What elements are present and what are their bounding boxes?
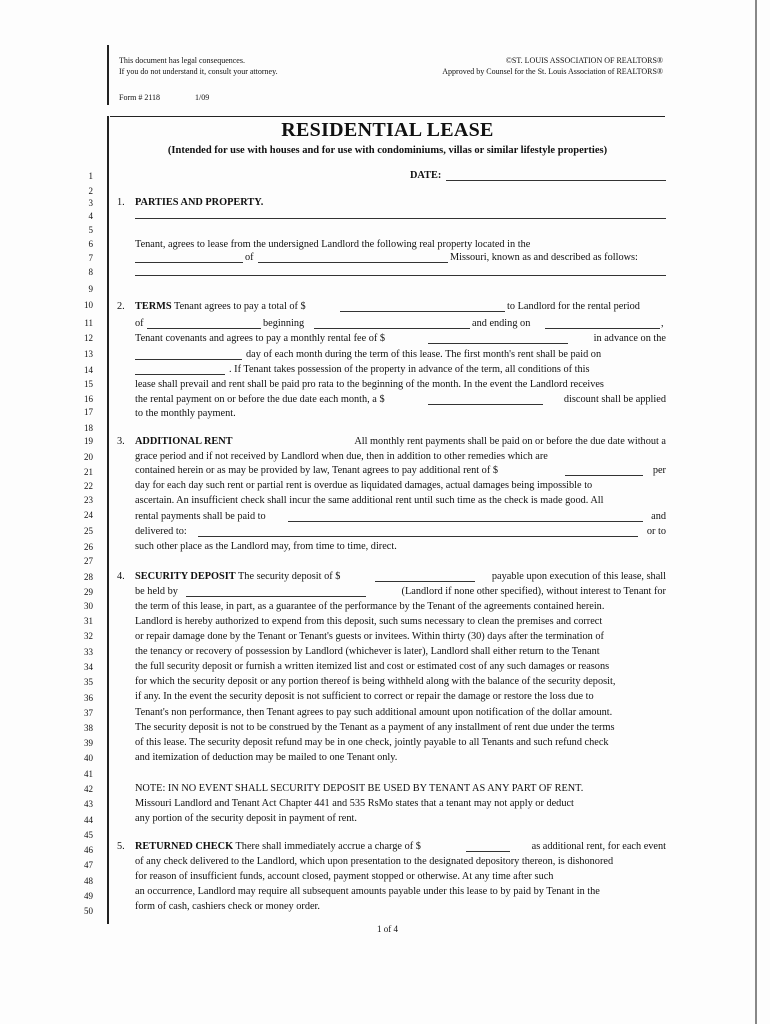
text-line: to the monthly payment. xyxy=(135,408,236,419)
city-field[interactable] xyxy=(258,262,448,263)
text-line: the term of this lease, in part, as a guarantee of the performance by the Tenant of the agreements contained herein. xyxy=(135,601,605,612)
line-number: 31 xyxy=(84,616,93,626)
text-line: Tenant, agrees to lease from the undersigned Landlord the following real property located in the xyxy=(135,239,531,250)
deposit-note: NOTE: IN NO EVENT SHALL SECURITY DEPOSIT BE USED BY TENANT AS ANY PART OF RENT. xyxy=(135,783,584,794)
legal-notice-1: This document has legal consequences. xyxy=(119,56,245,65)
section-heading: PARTIES AND PROPERTY. xyxy=(135,197,264,208)
line-number: 6 xyxy=(88,239,93,249)
text-line: Landlord is hereby authorized to expend from this deposit, such sums necessary to clean the premises and correct xyxy=(135,616,603,627)
line-number: 33 xyxy=(84,647,93,657)
text-fragment: RETURNED CHECK There shall immediately accrue a charge of $ xyxy=(135,841,421,852)
text-line: Missouri Landlord and Tenant Act Chapter 441 and 535 RsMo states that a tenant may not apply or deduct xyxy=(135,798,574,809)
line-number: 10 xyxy=(84,300,93,310)
line-number: 14 xyxy=(84,365,93,375)
line-number: 48 xyxy=(84,876,93,886)
line-number: 22 xyxy=(84,481,93,491)
text-line: the full security deposit or furnish a written itemized list and cost or estimated cost of any such damages or reasons xyxy=(135,661,610,672)
text-fragment: be held by xyxy=(135,586,178,597)
text-line: grace period and if not received by Landlord when due, then in addition to other remedies which are xyxy=(135,451,548,462)
date-field[interactable] xyxy=(446,180,666,181)
text-fragment: the rental payment on or before the due date each month, a $ xyxy=(135,394,385,405)
line-number: 15 xyxy=(84,379,93,389)
margin-rule-top xyxy=(107,45,109,105)
delivery-address-field[interactable] xyxy=(198,536,638,537)
line-number: 45 xyxy=(84,830,93,840)
line-number: 38 xyxy=(84,723,93,733)
line-number: 21 xyxy=(84,467,93,477)
text-line: an occurrence, Landlord may require all subsequent amounts payable under this lease to by paid by Tenant in the xyxy=(135,886,600,897)
deposit-amount-field[interactable] xyxy=(375,581,475,582)
date-label: DATE: xyxy=(410,170,442,181)
monthly-rent-field[interactable] xyxy=(428,343,568,344)
line-number: 16 xyxy=(84,394,93,404)
line-number: 2 xyxy=(88,186,93,196)
first-rent-date-field[interactable] xyxy=(135,374,225,375)
section-number: 1. xyxy=(117,197,125,208)
page-number: 1 of 4 xyxy=(377,924,398,934)
document-title: RESIDENTIAL LEASE xyxy=(281,119,494,141)
rental-period-field[interactable] xyxy=(147,328,261,329)
text-fragment: Tenant covenants and agrees to pay a monthly rental fee of $ xyxy=(135,333,386,344)
text-line: of this lease. The security deposit refund may be in one check, jointly payable to all Tenants and such refund check xyxy=(135,737,609,748)
text-fragment: (Landlord if none other specified), without interest to Tenant for xyxy=(401,586,666,597)
legal-notice-2: If you do not understand it, consult your attorney. xyxy=(119,67,278,76)
line-number: 24 xyxy=(84,510,93,520)
text-line: lease shall prevail and rent shall be paid pro rata to the beginning of the month. In the event the Landlord receives xyxy=(135,379,604,390)
line-number: 47 xyxy=(84,860,93,870)
line-number: 36 xyxy=(84,693,93,703)
text-line: Tenant's non performance, then Tenant agrees to pay such additional amount upon notification of the dollar amount. xyxy=(135,707,613,718)
line-number: 9 xyxy=(88,284,93,294)
line-number: 44 xyxy=(84,815,93,825)
ending-date-field[interactable] xyxy=(545,328,660,329)
line-number: 3 xyxy=(88,198,93,208)
section-heading: ADDITIONAL RENT xyxy=(135,436,233,447)
text-fragment: , xyxy=(661,318,664,329)
form-number: Form # 2118 xyxy=(119,93,161,102)
text-fragment: discount shall be applied xyxy=(563,394,666,405)
parties-field[interactable] xyxy=(135,218,666,219)
line-number: 32 xyxy=(84,631,93,641)
section-number: 2. xyxy=(117,301,125,312)
line-number: 35 xyxy=(84,677,93,687)
line-number: 13 xyxy=(84,349,93,359)
text-fragment: per xyxy=(652,465,666,476)
line-number: 49 xyxy=(84,891,93,901)
text-line: ascertain. An insufficient check shall incur the same additional rent until such time as the check is made good. All xyxy=(135,495,604,506)
section-number: 3. xyxy=(117,436,125,447)
page-edge xyxy=(755,0,757,1024)
text-line: for reason of insufficient funds, account closed, payment stopped or otherwise. At any time after such xyxy=(135,871,554,882)
text-line: if any. In the event the security deposit is not sufficient to correct or repair the damage or restore the loss due to xyxy=(135,691,594,702)
payee-field[interactable] xyxy=(288,521,643,522)
approval-line: Approved by Counsel for the St. Louis Association of REALTORS® xyxy=(442,67,663,76)
beginning-date-field[interactable] xyxy=(314,328,470,329)
text-line: or repair damage done by the Tenant or Tenant's guests or invitees. Within thirty (30) days after the termination of xyxy=(135,631,604,642)
text-fragment: Missouri, known as and described as follows: xyxy=(450,252,638,263)
line-number: 20 xyxy=(84,452,93,462)
text-fragment: of xyxy=(245,252,254,263)
line-number: 25 xyxy=(84,526,93,536)
text-line: such other place as the Landlord may, from time to time, direct. xyxy=(135,541,397,552)
form-date: 1/09 xyxy=(195,93,210,102)
property-description-field[interactable] xyxy=(135,275,666,276)
text-line: and itemization of deduction may be mailed to one Tenant only. xyxy=(135,752,398,763)
section-number: 4. xyxy=(117,571,125,582)
text-fragment: SECURITY DEPOSIT The security deposit of $ xyxy=(135,571,341,582)
line-number: 5 xyxy=(88,225,93,235)
line-number: 28 xyxy=(84,572,93,582)
line-number: 11 xyxy=(84,318,93,328)
line-number: 37 xyxy=(84,708,93,718)
text-fragment: and xyxy=(651,511,666,522)
text-line: day for each day such rent or partial rent is overdue as liquidated damages, actual damages being impossible to xyxy=(135,480,593,491)
line-number: 4 xyxy=(88,211,93,221)
line-number: 41 xyxy=(84,769,93,779)
text-line: for which the security deposit or any portion thereof is being withheld along with the balance of the security deposit, xyxy=(135,676,616,687)
text-fragment: of xyxy=(135,318,144,329)
line-number: 7 xyxy=(88,253,93,263)
text-fragment: TERMS Tenant agrees to pay a total of $ xyxy=(135,301,306,312)
line-number: 40 xyxy=(84,753,93,763)
text-fragment: payable upon execution of this lease, shall xyxy=(491,571,666,582)
line-number: 39 xyxy=(84,738,93,748)
deposit-holder-field[interactable] xyxy=(186,596,366,597)
document-subtitle: (Intended for use with houses and for use with condominiums, villas or similar lifestyle properties) xyxy=(167,145,608,156)
due-day-field[interactable] xyxy=(135,359,242,360)
returned-check-fee-field[interactable] xyxy=(466,851,510,852)
line-number: 29 xyxy=(84,587,93,597)
line-number: 26 xyxy=(84,542,93,552)
text-fragment: and ending on xyxy=(472,318,531,329)
copyright-line: ©ST. LOUIS ASSOCIATION OF REALTORS® xyxy=(505,56,663,65)
text-line: The security deposit is not to be construed by the Tenant as a payment of any installment of rent due under the terms xyxy=(135,722,615,733)
text-line: ADDITIONAL RENT All monthly rent payments shall be paid on or before the due date without a xyxy=(135,436,666,447)
line-number: 50 xyxy=(84,906,93,916)
late-fee-field[interactable] xyxy=(565,475,643,476)
header-rule xyxy=(110,116,665,117)
line-number: 12 xyxy=(84,333,93,343)
line-number: 30 xyxy=(84,601,93,611)
section-number: 5. xyxy=(117,841,125,852)
line-number: 46 xyxy=(84,845,93,855)
text-line: of any check delivered to the Landlord, which upon presentation to the designated depository thereon, is dishonored xyxy=(135,856,614,867)
text-fragment: beginning xyxy=(263,318,305,329)
section-heading: TERMS xyxy=(135,301,172,312)
discount-field[interactable] xyxy=(428,404,543,405)
total-rent-field[interactable] xyxy=(340,311,505,312)
line-number: 17 xyxy=(84,407,93,417)
text-line: the tenancy or recovery of possession by Landlord (whichever is later), Landlord shall either return to the Tenant xyxy=(135,646,600,657)
line-number: 1 xyxy=(88,171,93,181)
line-number: 42 xyxy=(84,784,93,794)
margin-rule xyxy=(107,116,109,924)
location-field[interactable] xyxy=(135,262,243,263)
text-fragment: as additional rent, for each event xyxy=(531,841,666,852)
section-heading: RETURNED CHECK xyxy=(135,841,234,852)
text-fragment: rental payments shall be paid to xyxy=(135,511,266,522)
text-fragment: contained herein or as may be provided by law, Tenant agrees to pay additional rent of $ xyxy=(135,465,498,476)
line-number: 19 xyxy=(84,436,93,446)
text-fragment: to Landlord for the rental period xyxy=(507,301,640,312)
line-number: 43 xyxy=(84,799,93,809)
line-number: 8 xyxy=(88,267,93,277)
section-heading: SECURITY DEPOSIT xyxy=(135,571,236,582)
text-line: . If Tenant takes possession of the property in advance of the term, all conditions of this xyxy=(229,364,590,375)
line-number: 34 xyxy=(84,662,93,672)
text-fragment: delivered to: xyxy=(135,526,187,537)
text-line: form of cash, cashiers check or money order. xyxy=(135,901,320,912)
text-line: any portion of the security deposit in payment of rent. xyxy=(135,813,357,824)
text-line: day of each month during the term of this lease. The first month's rent shall be paid on xyxy=(246,349,602,360)
text-fragment: in advance on the xyxy=(593,333,666,344)
line-number: 27 xyxy=(84,556,93,566)
text-fragment: or to xyxy=(646,526,666,537)
line-number: 23 xyxy=(84,495,93,505)
line-number: 18 xyxy=(84,423,93,433)
